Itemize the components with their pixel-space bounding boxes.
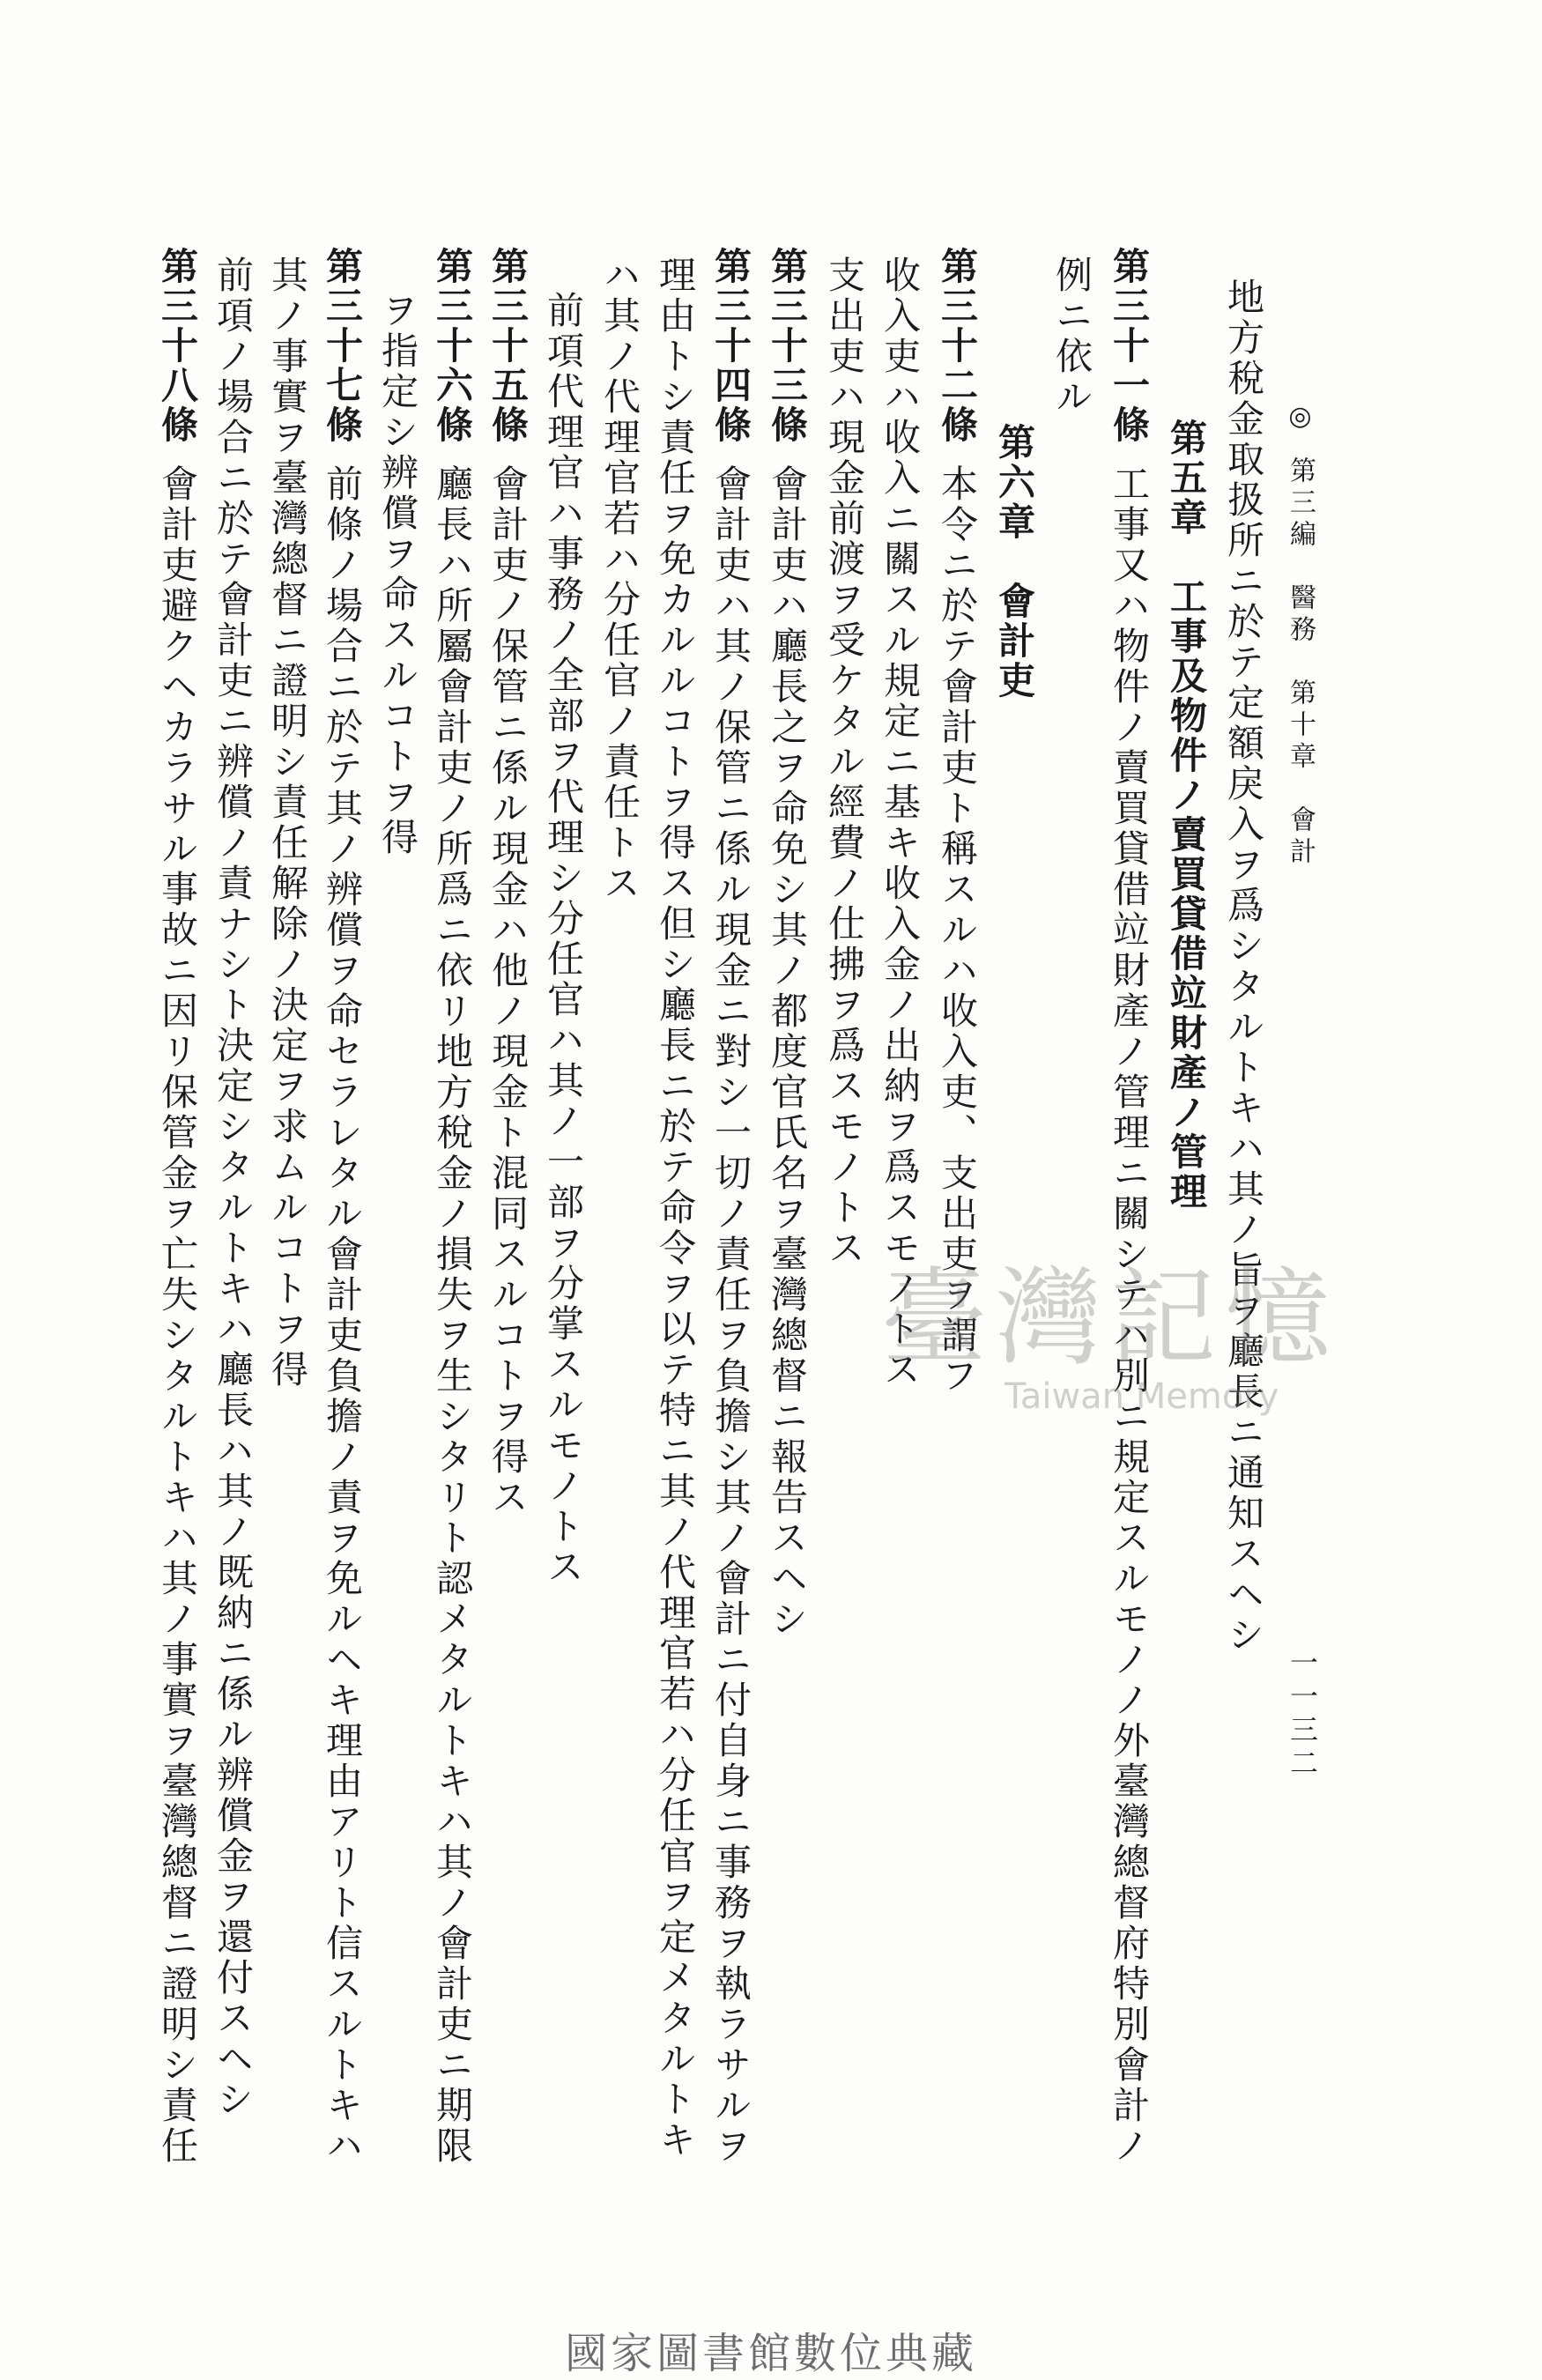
article-number: 第三十二條 — [936, 247, 979, 445]
text-column-13 — [542, 291, 585, 1588]
running-header — [1285, 401, 1316, 869]
article-32 — [936, 247, 979, 1397]
header-mark: ◎ — [1285, 401, 1316, 437]
article-number: 第三十六條 — [431, 247, 474, 445]
taiwan-memory-watermark — [881, 1234, 1339, 1417]
text-column-7 — [878, 256, 922, 1390]
text-column-1 — [1222, 278, 1265, 1656]
column-text: 理由トシ責任ヲ免カルルコトヲ得ス但シ廳長ニ於テ命令ヲ以テ特ニ其ノ代理官若ハ分任官ヲ定メタルトキ — [654, 256, 697, 2161]
article-36 — [431, 247, 474, 2167]
article-number: 第三十五條 — [486, 247, 530, 445]
watermark-english-text: Taiwan Memory — [1005, 1376, 1279, 1417]
article-text: 會計吏ノ保管ニ係ル現金ハ他ノ現金ト混同スルコトヲ得ス — [486, 464, 530, 1518]
page-number: 一一三二 — [1286, 1648, 1319, 1782]
article-number: 第三十一條 — [1108, 247, 1151, 445]
article-text: 本令ニ於テ會計吏ト稱スルハ收入吏、支出吏ヲ謂フ — [936, 464, 979, 1397]
column-text: 其ノ事實ヲ臺灣總督ニ證明シ責任解除ノ決定ヲ求ムルコトヲ得 — [266, 256, 309, 1390]
article-31 — [1108, 247, 1151, 2167]
article-38 — [156, 247, 199, 2167]
article-text: 會計吏避クヘカラサル事故ニ因リ保管金ヲ亡失シタルトキハ其ノ事實ヲ臺灣總督ニ證明シ責任 — [156, 464, 199, 2167]
column-text: 前項代理官ハ事務ノ全部ヲ代理シ分任官ハ其ノ一部ヲ分掌スルモノトス — [542, 291, 585, 1588]
watermark-logo-text: 臺灣記憶 — [881, 1257, 1339, 1380]
chapter-heading-5 — [1165, 419, 1208, 1212]
article-34 — [709, 247, 752, 2167]
article-37 — [321, 247, 364, 2167]
article-text: 廳長ハ所屬會計吏ノ所爲ニ依リ地方稅金ノ損失ヲ生シタリト認メタルトキハ其ノ會計吏ニ期限 — [431, 464, 474, 2167]
chapter-title: 第五章 工事及物件ノ賣買貸借竝財產ノ管理 — [1165, 419, 1208, 1212]
article-text: 會計吏ハ其ノ保管ニ係ル現金ニ對シ一切ノ責任ヲ負擔シ其ノ會計ニ付自身ニ事務ヲ執ラサルヲ — [709, 464, 752, 2167]
chapter-heading-6 — [993, 423, 1036, 701]
column-text: 支出吏ハ現金前渡ヲ受ケタル經費ノ仕拂ヲ爲スモノトス — [823, 256, 866, 1269]
column-text: 地方稅金取扱所ニ於テ定額戾入ヲ爲シタルトキハ其ノ旨ヲ廳長ニ通知スヘシ — [1222, 278, 1265, 1656]
article-33 — [766, 247, 809, 1640]
column-text: 例ニ依ル — [1050, 256, 1093, 418]
article-number: 第三十七條 — [321, 247, 364, 445]
column-text: ハ其ノ代理官若ハ分任官ノ責任トス — [598, 256, 641, 904]
article-number: 第三十八條 — [156, 247, 199, 445]
text-column-4 — [1050, 256, 1093, 418]
text-column-11 — [654, 256, 697, 2161]
article-number: 第三十三條 — [766, 247, 809, 445]
column-text: ヲ指定シ辨償ヲ命スルコトヲ得 — [376, 291, 419, 858]
chapter-title: 第六章 會計吏 — [993, 423, 1036, 701]
column-text: 前項ノ場合ニ於テ會計吏ニ辨償ノ責ナシト決定シタルトキハ廳長ハ其ノ既納ニ係ル辨償金ヲ還付スヘシ — [211, 256, 255, 2120]
article-35 — [486, 247, 530, 1518]
text-column-19 — [211, 256, 255, 2120]
text-column-18 — [266, 256, 309, 1390]
library-footer: 國家圖書館數位典藏 — [564, 2329, 977, 2378]
article-text: 會計吏ハ廳長之ヲ命免シ其ノ都度官氏名ヲ臺灣總督ニ報告スヘシ — [766, 464, 809, 1640]
text-column-8 — [823, 256, 866, 1269]
article-text: 前條ノ場合ニ於テ其ノ辨償ヲ命セラレタル會計吏負擔ノ責ヲ免ルヘキ理由アリト信スルトキハ — [321, 464, 364, 2167]
article-text: 工事又ハ物件ノ賣買貸借竝財產ノ管理ニ關シテハ別ニ規定スルモノノ外臺灣總督府特別會計ノ — [1108, 464, 1151, 2167]
header-title: 第三編 醫務 第十章 會計 — [1285, 456, 1316, 869]
text-column-16 — [376, 291, 419, 858]
column-text: 收入吏ハ收入ニ關スル規定ニ基キ收入金ノ出納ヲ爲スモノトス — [878, 256, 922, 1390]
article-number: 第三十四條 — [709, 247, 752, 445]
text-column-12 — [598, 256, 641, 904]
